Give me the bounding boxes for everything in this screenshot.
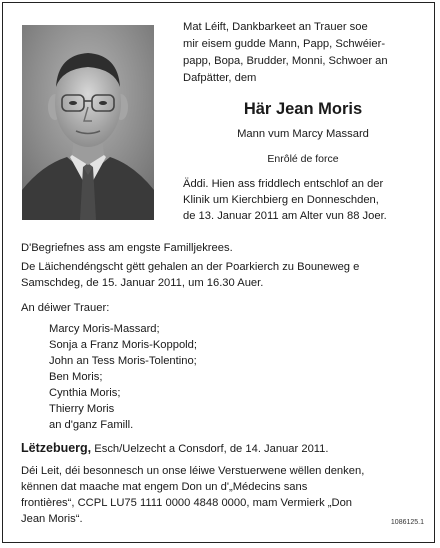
death-line: Klinik um Kierchbierg en Donneschden, (183, 194, 379, 206)
mourner-item: John an Tess Moris-Tolentino; (49, 355, 197, 367)
burial-text: D'Begriefnes ass am engste Familljekrees. (21, 242, 233, 254)
place-date: Esch/Uelzecht a Consdorf, de 14. Januar 2011. (94, 443, 329, 455)
service-text (21, 259, 421, 291)
donation-text (21, 463, 421, 527)
mourners-heading: An déiwer Trauer: (21, 302, 110, 314)
place-name: Lëtzebuerg, (21, 441, 92, 455)
intro-line: papp, Bopa, Brudder, Monni, Schwoer an (183, 55, 388, 67)
death-line: de 13. Januar 2011 am Alter vun 88 Joer. (183, 210, 387, 222)
mourner-item: Sonja a Franz Moris-Koppold; (49, 339, 197, 351)
intro-text (183, 19, 423, 87)
mourner-item: Ben Moris; (49, 371, 103, 383)
service-line: Samschdeg, de 15. Januar 2011, um 16.30 Auer. (21, 277, 264, 289)
portrait-photo (22, 25, 154, 220)
donation-line: frontières“, CCPL LU75 1111 0000 4848 0000, mam Vermierk „Don (21, 497, 353, 509)
mourner-item: Marcy Moris-Massard; (49, 323, 160, 335)
reference-number: 1086125.1 (390, 519, 424, 526)
place-date-line (21, 441, 329, 455)
intro-line: Dafpätter, dem (183, 72, 257, 84)
death-text (183, 176, 423, 224)
mourner-item: Cynthia Moris; (49, 387, 121, 399)
spouse-line: Mann vum Marcy Massard (237, 128, 369, 140)
enrole-line: Enrôlé de force (267, 153, 339, 165)
donation-line: kënnen dat maache mat engem Don un d'„Médecins sans (21, 481, 308, 493)
mourner-item: Thierry Moris (49, 403, 115, 415)
mourners-list (49, 321, 197, 433)
donation-line: Jean Moris“. (21, 513, 83, 525)
service-line: De Läichendéngscht gëtt gehalen an der Poarkierch zu Bouneweg e (21, 261, 360, 273)
intro-line: Mat Léift, Dankbarkeet an Trauer soe (183, 21, 368, 33)
portrait-image (22, 25, 154, 220)
deceased-name: Här Jean Moris (243, 100, 363, 118)
obituary-notice (2, 2, 435, 543)
death-line: Äddi. Hien ass friddlech entschlof an der (183, 178, 384, 190)
mourner-item: an d'ganz Famill. (49, 419, 134, 431)
intro-line: mir eisem gudde Mann, Papp, Schwéier- (183, 38, 386, 50)
donation-line: Déi Leit, déi besonnesch un onse léiwe Verstuerwene wëllen denken, (21, 465, 365, 477)
